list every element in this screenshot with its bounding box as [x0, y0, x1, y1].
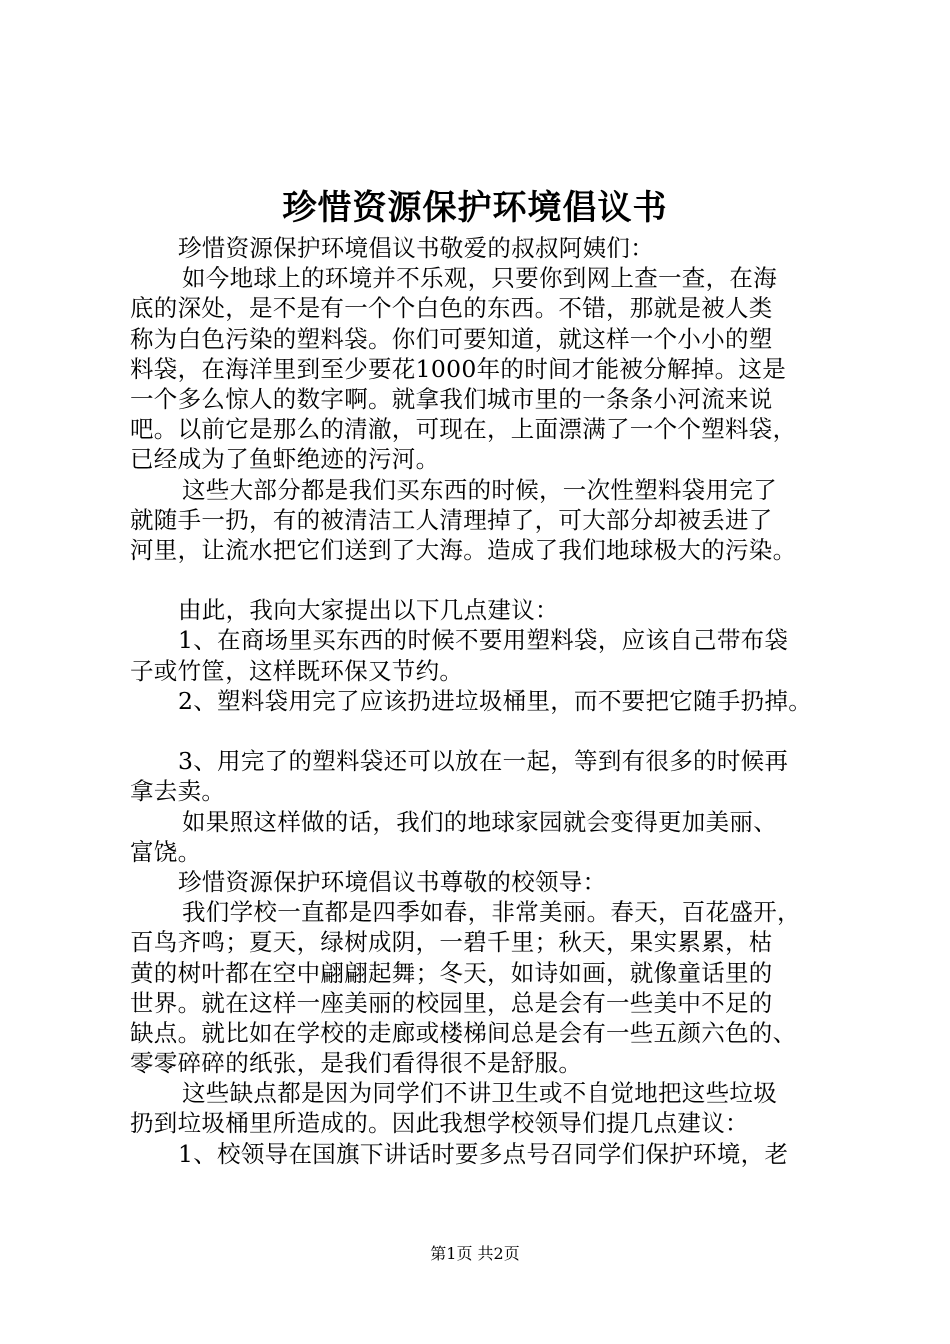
text-line: 拿去卖。	[130, 777, 226, 806]
page-footer: 第1页 共2页	[430, 1244, 520, 1263]
blank-line	[130, 565, 835, 595]
text-line: 百鸟齐鸣；夏天，绿树成阴，一碧千里；秋天，果实累累，枯	[130, 928, 773, 957]
text-line: 河里，让流水把它们送到了大海。造成了我们地球极大的污染。	[130, 535, 797, 564]
text-line: 就随手一扔，有的被清洁工人清理掉了，可大部分却被丢进了	[130, 505, 773, 534]
text-line: 这些缺点都是因为同学们不讲卫生或不自觉地把这些垃圾	[182, 1079, 777, 1108]
text-line: 2、塑料袋用完了应该扔进垃圾桶里，而不要把它随手扔掉。	[178, 686, 813, 715]
document-title: 珍惜资源保护环境倡议书	[282, 188, 668, 228]
text-line: 吧。以前它是那么的清澈，可现在，上面漂满了一个个塑料袋，	[130, 415, 797, 444]
text-line: 1、在商场里买东西的时候不要用塑料袋，应该自己带布袋	[178, 626, 789, 655]
text-line: 一个多么惊人的数字啊。就拿我们城市里的一条条小河流来说	[130, 384, 773, 413]
text-line: 子或竹筐，这样既环保又节约。	[130, 656, 464, 685]
text-line: 底的深处，是不是有一个个白色的东西。不错，那就是被人类	[130, 294, 773, 323]
text-line: 料袋，在海洋里到至少要花1000年的时间才能被分解掉。这是	[130, 354, 787, 383]
text-line: 3、用完了的塑料袋还可以放在一起，等到有很多的时候再	[178, 747, 789, 776]
text-line: 已经成为了鱼虾绝迹的污河。	[130, 445, 440, 474]
text-line: 扔到垃圾桶里所造成的。因此我想学校领导们提几点建议：	[130, 1109, 749, 1138]
text-line: 如今地球上的环境并不乐观，只要你到网上查一查，在海	[182, 264, 777, 293]
document-body	[130, 233, 835, 1169]
text-line: 如果照这样做的话，我们的地球家园就会变得更加美丽、	[182, 807, 777, 836]
text-line: 我们学校一直都是四季如春，非常美丽。春天，百花盛开，	[182, 898, 801, 927]
text-line: 富饶。	[130, 837, 202, 866]
text-line: 世界。就在这样一座美丽的校园里，总是会有一些美中不足的	[130, 988, 773, 1017]
blank-line	[130, 716, 835, 746]
text-line: 缺点。就比如在学校的走廊或楼梯间总是会有一些五颜六色的、	[130, 1018, 797, 1047]
text-line: 1、校领导在国旗下讲话时要多点号召同学们保护环境，老	[178, 1139, 789, 1168]
text-line: 称为白色污染的塑料袋。你们可要知道，就这样一个小小的塑	[130, 324, 773, 353]
text-line: 珍惜资源保护环境倡议书尊敬的校领导：	[178, 867, 607, 896]
text-line: 黄的树叶都在空中翩翩起舞；冬天，如诗如画，就像童话里的	[130, 958, 773, 987]
text-line: 由此，我向大家提出以下几点建议：	[178, 596, 559, 625]
text-line: 零零碎碎的纸张，是我们看得很不是舒服。	[130, 1049, 583, 1078]
text-line: 这些大部分都是我们买东西的时候，一次性塑料袋用完了	[182, 475, 777, 504]
text-line: 珍惜资源保护环境倡议书敬爱的叔叔阿姨们：	[178, 234, 654, 262]
